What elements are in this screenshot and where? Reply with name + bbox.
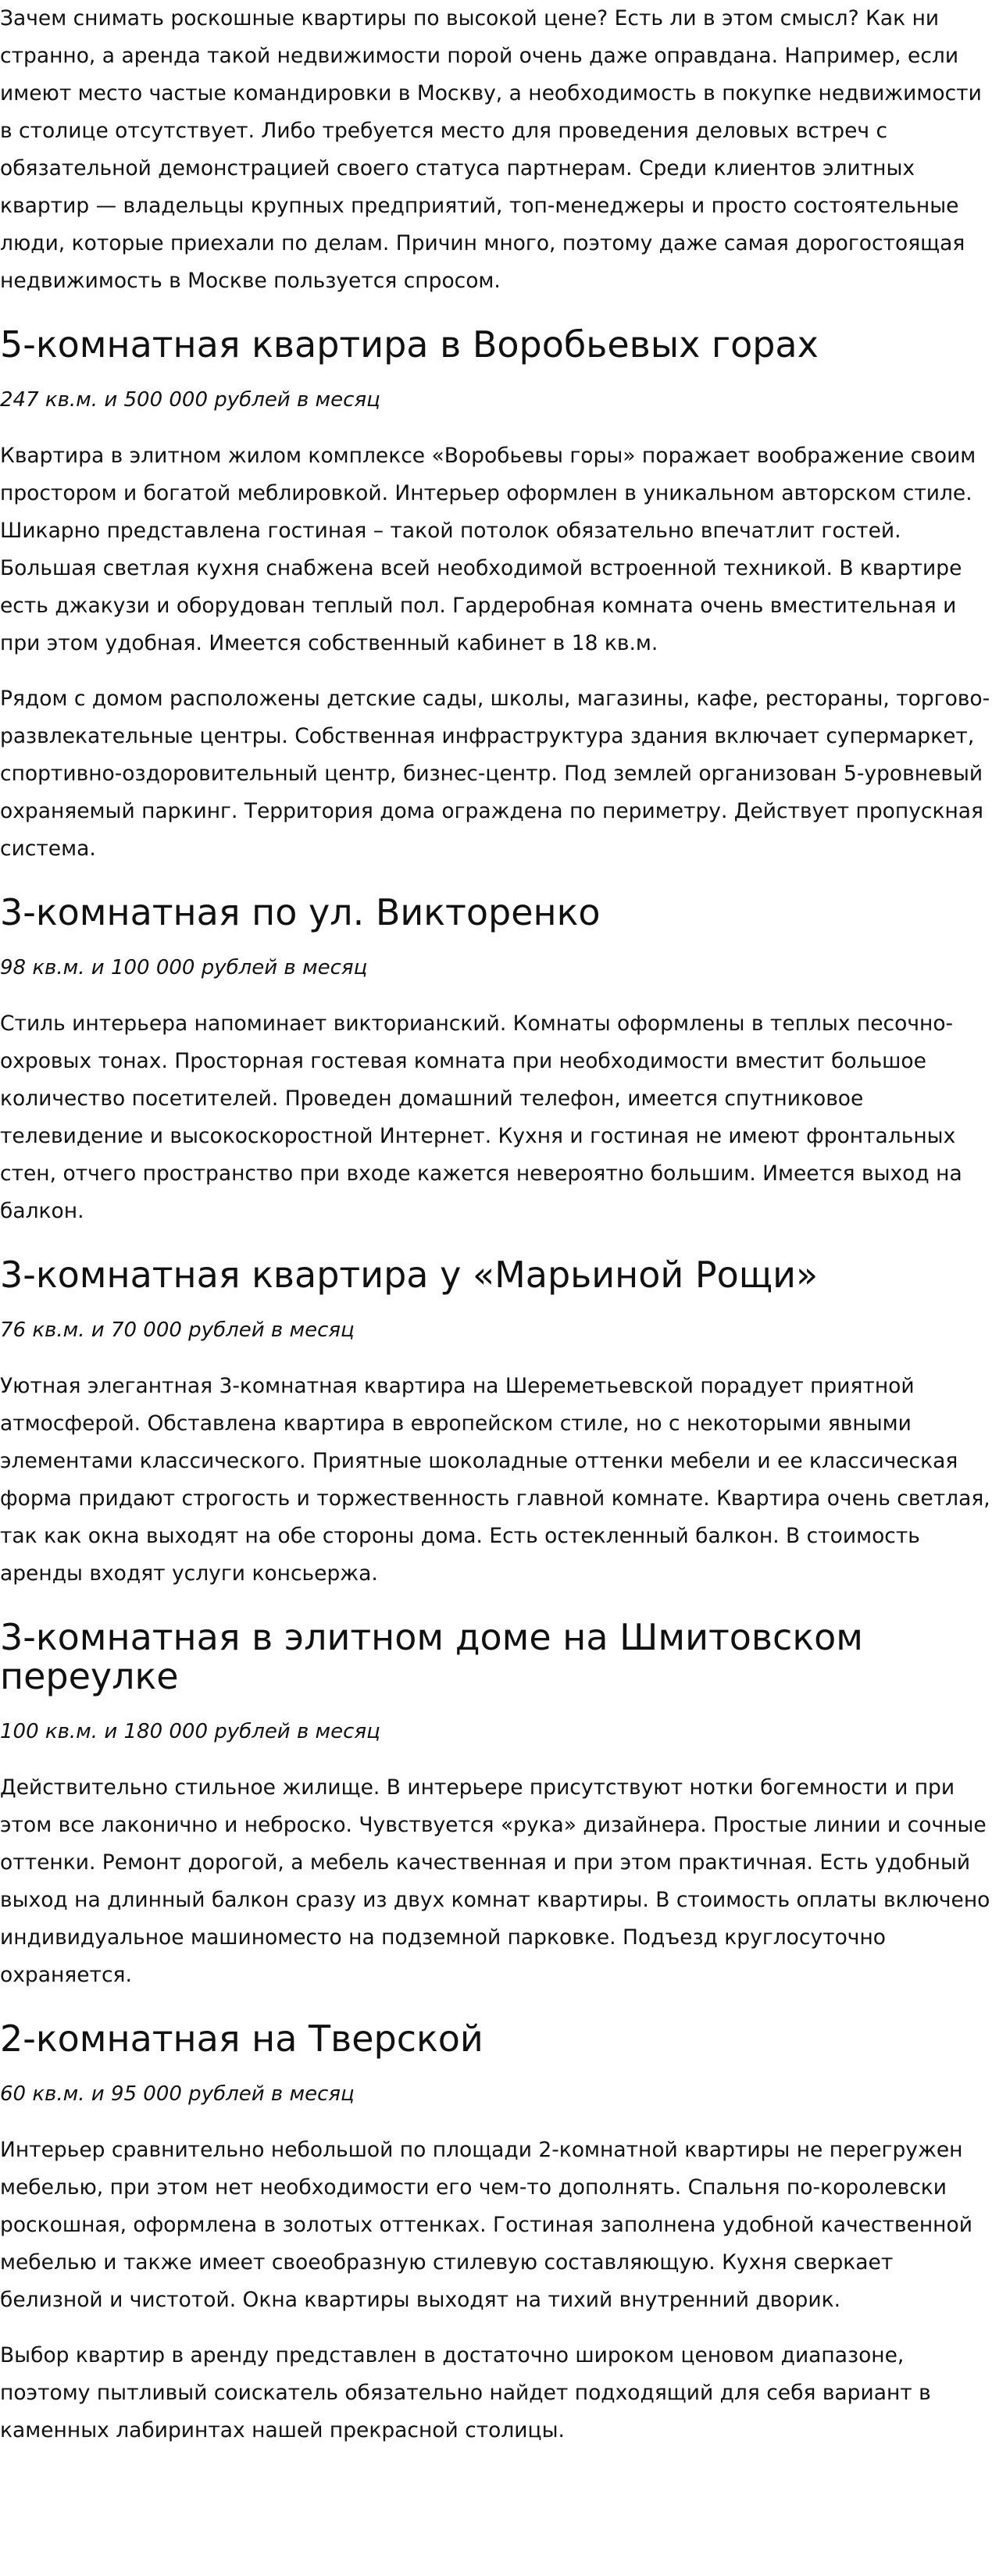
section-shmitovsky <box>0 1618 992 1994</box>
section-title: 3-комнатная квартира у «Марьиной Рощи» <box>0 1254 819 1296</box>
section-paragraph: Стиль интерьера напоминает викторианский. Комнаты оформлены в теплых песочно-охровых тонах. Просторная гостевая комната при необходимости вместит большое количество посетителей. Проведен домашний телефон, имеется спутниковое телевидение и высокоскоростной Интернет. Кухня и гостиная не имеют фронтальных стен, отчего пространство при входе кажется невероятно большим. Имеется выход на балкон. <box>0 1011 962 1223</box>
section-paragraph: Уютная элегантная 3-комнатная квартира на Шереметьевской порадует приятной атмосферой. Обставлена квартира в европейском стиле, но с некоторыми явными элементами классического. Приятные шоколадные оттенки мебели и ее классическая форма придают строгость и торжественность главной комнате. Квартира очень светлая, так как окна выходят на обе стороны дома. Есть остекленный балкон. В стоимость аренды входят услуги консьержа. <box>0 1374 990 1586</box>
section-viktorenko <box>0 893 992 1230</box>
section-meta: 247 кв.м. и 500 000 рублей в месяц <box>0 388 380 412</box>
section-title: 3-комнатная по ул. Викторенко <box>0 891 601 933</box>
section-paragraph: Рядом с домом расположены детские сады, школы, магазины, кафе, рестораны, торгово-развлекательные центры. Собственная инфраструктура здания включает супермаркет, спортивно-оздоровительный центр, бизнес-центр. Под землей организован 5-уровневый охраняемый паркинг. Территория дома ограждена по периметру. Действует пропускная система. <box>0 687 990 861</box>
section-marina-roshcha <box>0 1255 992 1593</box>
section-meta: 60 кв.м. и 95 000 рублей в месяц <box>0 2082 355 2106</box>
section-paragraph: Действительно стильное жилище. В интерьере присутствуют нотки богемности и при этом все лаконично и неброско. Чувствуется «рука» дизайнера. Простые линии и сочные оттенки. Ремонт дорогой, а мебель качественная и при этом практичная. Есть удобный выход на длинный балкон сразу из двух комнат квартиры. В стоимость оплаты включено индивидуальное машиноместо на подземной парковке. Подъезд круглосуточно охраняется. <box>0 1775 990 1987</box>
section-vorobyovy-gory <box>0 325 992 868</box>
section-title: 5-комнатная квартира в Воробьевых горах <box>0 323 819 366</box>
section-tverskaya <box>0 2019 992 2449</box>
intro-paragraph: Зачем снимать роскошные квартиры по высокой цене? Есть ли в этом смысл? Как ни странно, а аренда такой недвижимости порой очень даже оправдана. Например, если имеют место частые командировки в Москву, а необходимость в покупке недвижимости в столице отсутствует. Либо требуется место для проведения деловых встреч с обязательной демонстрацией своего статуса партнерам. Среди клиентов элитных квартир — владельцы крупных предприятий, топ-менеджеры и просто состоятельные люди, которые приехали по делам. Причин много, поэтому даже самая дорогостоящая недвижимость в Москве пользуется спросом. <box>0 6 982 293</box>
section-title: 3-комнатная в элитном доме на Шмитовском переулке <box>0 1616 863 1697</box>
section-paragraph: Выбор квартир в аренду представлен в достаточно широком ценовом диапазоне, поэтому пытливый соискатель обязательно найдет подходящий для себя вариант в каменных лабиринтах нашей прекрасной столицы. <box>0 2343 931 2442</box>
section-meta: 76 кв.м. и 70 000 рублей в месяц <box>0 1318 355 1342</box>
section-title: 2-комнатная на Тверской <box>0 2018 484 2060</box>
section-meta: 98 кв.м. и 100 000 рублей в месяц <box>0 956 368 979</box>
section-meta: 100 кв.м. и 180 000 рублей в месяц <box>0 1720 380 1743</box>
section-paragraph: Квартира в элитном жилом комплексе «Воробьевы горы» поражает воображение своим простором и богатой меблировкой. Интерьер оформлен в уникальном авторском стиле. Шикарно представлена гостиная – такой потолок обязательно впечатлит гостей. Большая светлая кухня снабжена всей необходимой встроенной техникой. В квартире есть джакузи и оборудован теплый пол. Гардеробная комната очень вместительная и при этом удобная. Имеется собственный кабинет в 18 кв.м. <box>0 444 976 655</box>
section-paragraph: Интерьер сравнительно небольшой по площади 2-комнатной квартиры не перегружен мебелью, при этом нет необходимости его чем-то дополнять. Спальня по-королевски роскошная, оформлена в золотых оттенках. Гостиная заполнена удобной качественной мебелью и также имеет своеобразную стилевую составляющую. Кухня сверкает белизной и чистотой. Окна квартиры выходят на тихий внутренний дворик. <box>0 2138 972 2312</box>
